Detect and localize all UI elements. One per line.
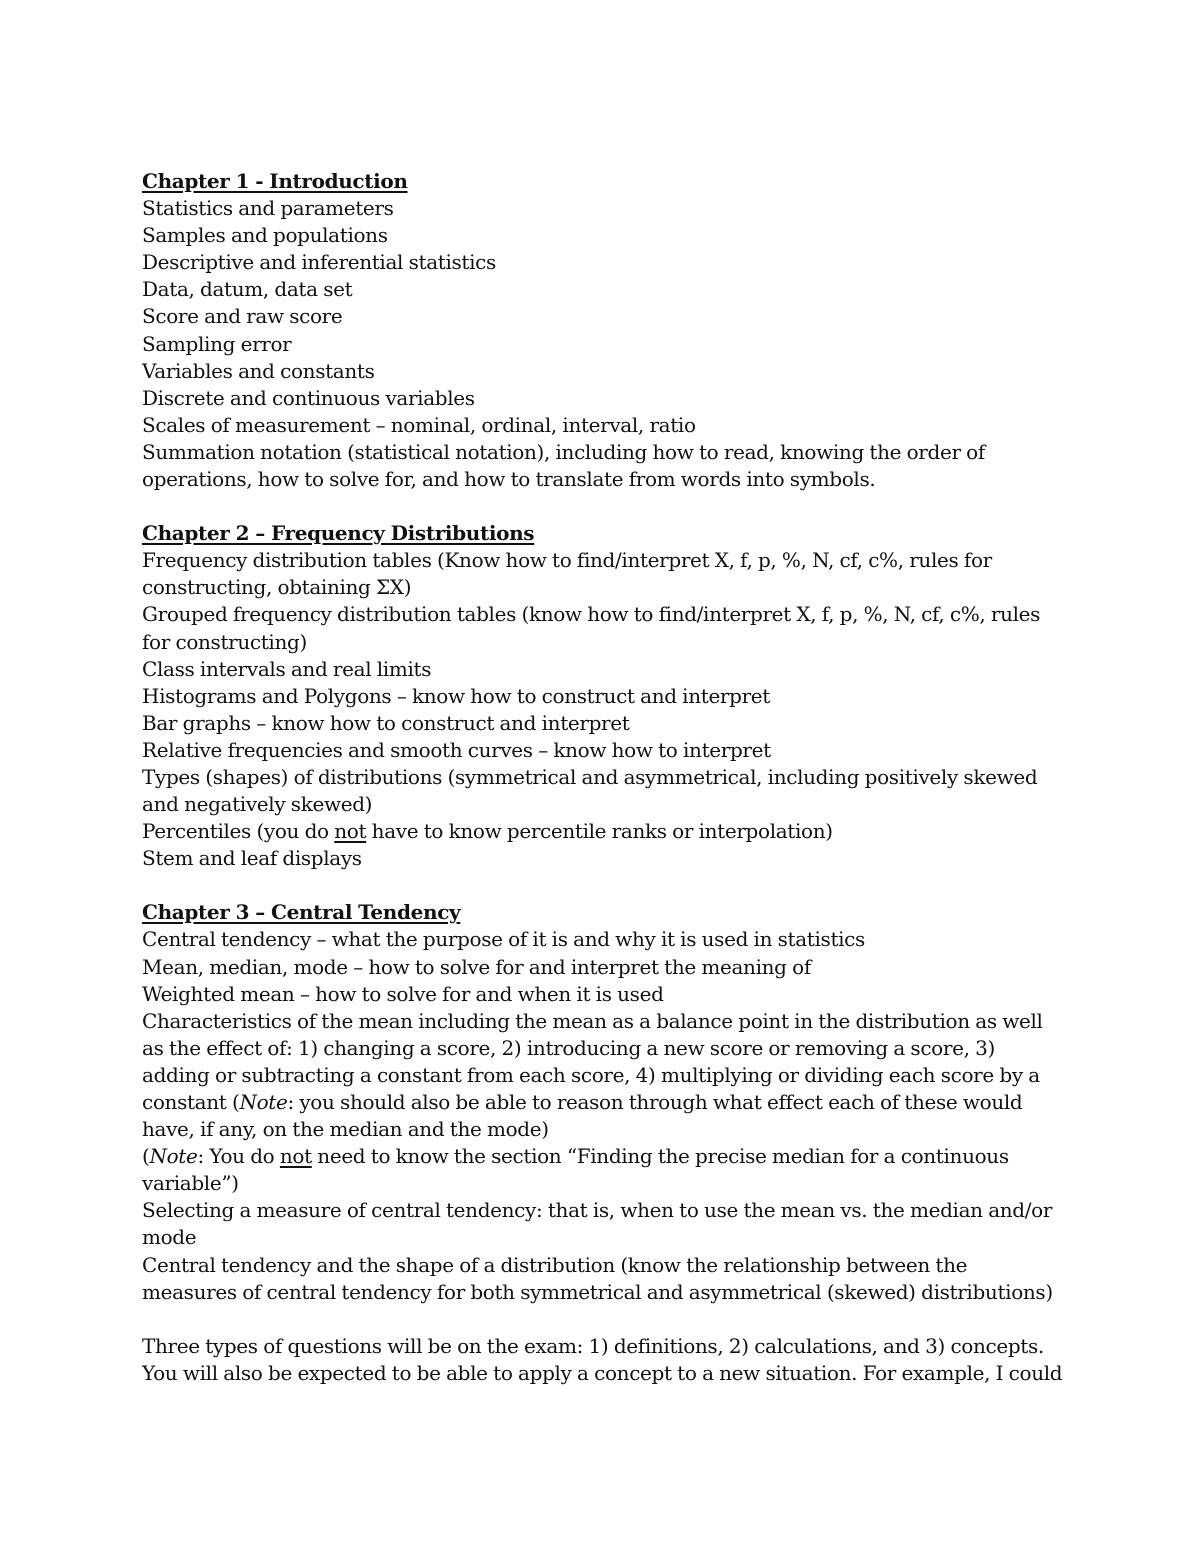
chapter-1-section	[142, 168, 1067, 493]
chapter-2-item: Grouped frequency distribution tables (know how to find/interpret X, f, p, %, N, cf, c%, rules for constructing)	[142, 602, 1041, 654]
note-text-mid: : You do	[197, 1144, 280, 1169]
chapter-1-item: Score and raw score	[142, 304, 343, 329]
characteristics-text-end: : you should also be able to reason through what effect each of these would have, if any, on the median and the mode)	[142, 1090, 1023, 1142]
chapter-2-heading: Chapter 2 – Frequency Distributions	[142, 521, 535, 546]
chapter-3-characteristics-item	[142, 1008, 1067, 1143]
chapter-3-item: Weighted mean – how to solve for and when it is used	[142, 981, 664, 1006]
chapter-1-heading: Chapter 1 - Introduction	[142, 169, 408, 193]
chapter-2-percentiles-item	[142, 818, 1067, 845]
percentiles-text-start: Percentiles (you do	[142, 819, 335, 844]
chapter-3-item: Selecting a measure of central tendency: that is, when to use the mean vs. the median and/or mode	[142, 1198, 1053, 1250]
chapter-2-item: Stem and leaf displays	[142, 846, 362, 871]
chapter-3-item: Central tendency and the shape of a distribution (know the relationship between the measures of central tendency for both symmetrical and asymmetrical (skewed) distributions)	[142, 1252, 1053, 1304]
note-text-end: need to know the section “Finding the precise median for a continuous variable”)	[142, 1144, 1009, 1196]
chapter-2-section	[142, 520, 1067, 872]
chapter-2-item: Relative frequencies and smooth curves – know how to interpret	[142, 737, 771, 762]
chapter-2-item: Histograms and Polygons – know how to construct and interpret	[142, 683, 770, 708]
chapter-1-item: Discrete and continuous variables	[142, 385, 475, 410]
chapter-3-item: Mean, median, mode – how to solve for and interpret the meaning of	[142, 954, 811, 979]
closing-paragraph: Three types of questions will be on the exam: 1) definitions, 2) calculations, and 3) concepts. You will also be expected to be able to apply a concept to a new situation. For example, I could	[142, 1333, 1063, 1385]
chapter-3-heading: Chapter 3 – Central Tendency	[142, 900, 461, 925]
chapter-1-item: Data, datum, data set	[142, 277, 353, 302]
chapter-1-summation-item: Summation notation (statistical notation), including how to read, knowing the order of operations, how to solve for, and how to translate from words into symbols.	[142, 439, 985, 492]
chapter-1-item: Descriptive and inferential statistics	[142, 250, 496, 275]
characteristics-note-label: Note	[239, 1090, 288, 1114]
characteristics-text-start: Characteristics of the mean including the mean as a balance point in the distribution as well as the effect of: 1) changing a score, 2) introducing a new score or removing a score, 3) adding or subtracting a constant from each score, 4) multiplying or dividing each score by a constant (	[142, 1008, 1043, 1114]
chapter-2-item: Class intervals and real limits	[142, 656, 432, 681]
closing-paragraph-section	[142, 1333, 1067, 1387]
percentiles-text-end: have to know percentile ranks or interpolation)	[366, 819, 833, 844]
note-open-paren: (	[142, 1144, 150, 1169]
chapter-1-item: Samples and populations	[142, 223, 388, 248]
chapter-3-item: Central tendency – what the purpose of it is and why it is used in statistics	[142, 927, 865, 952]
chapter-2-item: Frequency distribution tables (Know how to find/interpret X, f, p, %, N, cf, c%, rules for constructing, obtaining ΣX)	[142, 548, 992, 600]
chapter-3-section	[142, 899, 1067, 1305]
note-label: Note	[149, 1144, 198, 1169]
chapter-1-item: Sampling error	[142, 331, 292, 356]
note-not-emphasis: not	[279, 1144, 312, 1169]
chapter-2-item: Types (shapes) of distributions (symmetrical and asymmetrical, including positively skewed and negatively skewed)	[142, 764, 1038, 817]
percentiles-not-emphasis: not	[334, 819, 367, 844]
chapter-1-item: Scales of measurement – nominal, ordinal, interval, ratio	[142, 412, 696, 437]
chapter-1-item: Statistics and parameters	[142, 196, 394, 221]
chapter-2-item: Bar graphs – know how to construct and interpret	[142, 710, 630, 735]
chapter-1-item: Variables and constants	[142, 358, 375, 383]
chapter-3-note-item	[142, 1143, 1067, 1197]
document-page	[142, 168, 1067, 1414]
